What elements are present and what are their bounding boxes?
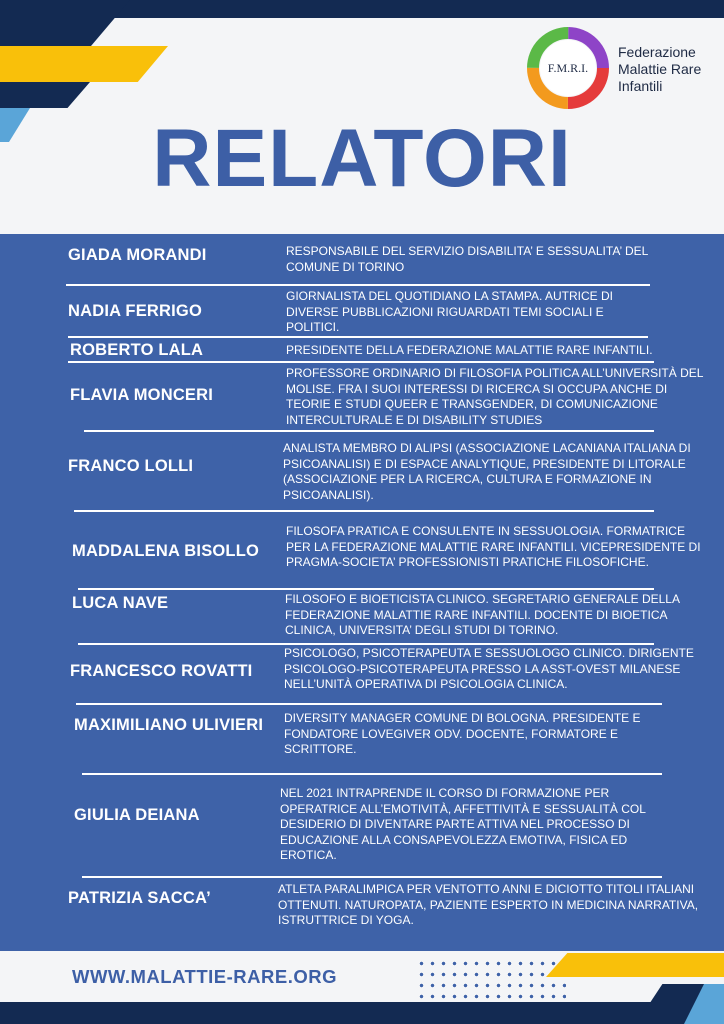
speaker-description: FILOSOFO E BIOETICISTA CLINICO. SEGRETARIO GENERALE DELLA FEDERAZIONE MALATTIE RARE INFANTILI. DOCENTE DI BIOETICA CLINICA, UNIVERSITA’ DEGLI STUDI DI TORINO.	[285, 592, 680, 637]
separator-line	[68, 361, 654, 363]
speaker-name: GIULIA DEIANA	[74, 806, 200, 824]
speaker-name: MADDALENA BISOLLO	[72, 542, 260, 560]
speaker-name: FRANCESCO ROVATTI	[70, 662, 253, 680]
logo-line-1: Federazione	[618, 44, 696, 60]
separator-line	[76, 703, 662, 705]
separator-line	[68, 336, 648, 338]
decor-navy-stripe-small	[0, 82, 90, 108]
decor-yellow-stripe	[0, 46, 168, 82]
speaker-name: FRANCO LOLLI	[68, 457, 194, 475]
speaker-description: PRESIDENTE DELLA FEDERAZIONE MALATTIE RARE INFANTILI.	[286, 343, 653, 357]
speaker-description: PROFESSORE ORDINARIO DI FILOSOFIA POLITICA ALL’UNIVERSITÀ DEL MOLISE. FRA I SUOI INTERESSI DI RICERCA SI OCCUPA ANCHE DI TEORIE E STUDI QUEER E TRANSGENDER, DI COMUNICAZIONE INTERCULTURALE E DI DISABILITY STUDIES	[286, 366, 703, 427]
speaker-name: PATRIZIA SACCA’	[68, 889, 211, 907]
logo-line-3: Infantili	[618, 78, 663, 94]
speaker-name: NADIA FERRIGO	[68, 302, 202, 320]
speaker-name: MAXIMILIANO ULIVIERI	[74, 716, 264, 734]
speaker-description: RESPONSABILE DEL SERVIZIO DISABILITA’ E SESSUALITA’ DEL COMUNE DI TORINO	[286, 244, 648, 274]
speaker-description: ANALISTA MEMBRO DI ALIPSI (ASSOCIAZIONE LACANIANA ITALIANA DI PSICOANALISI) E DI ESPACE ANALYTIQUE, PRESIDENTE DI LITORALE (ASSOCIAZIONE PER LA RICERCA, CULTURA E FORMAZIONE IN PSICOANALISI).	[283, 441, 691, 502]
speaker-description: PSICOLOGO, PSICOTERAPEUTA E SESSUOLOGO CLINICO. DIRIGENTE PSICOLOGO-PSICOTERAPEUTA PRESSO LA ASST-OVEST MILANESE NELL’UNITÀ OPERATIVA DI PSICOLOGIA CLINICA.	[284, 646, 694, 691]
speaker-name: LUCA NAVE	[72, 594, 169, 612]
logo-abbr: F.M.R.I.	[547, 61, 589, 75]
fmri-logo-icon	[526, 26, 610, 110]
separator-line	[66, 284, 650, 286]
speaker-name: GIADA MORANDI	[68, 246, 207, 264]
footer-navy-bar	[0, 1002, 724, 1024]
logo-line-2: Malattie Rare	[618, 61, 702, 77]
speaker-description: GIORNALISTA DEL QUOTIDIANO LA STAMPA. AUTRICE DI DIVERSE PUBBLICAZIONI RIGUARDATI TEMI SOCIALI E POLITICI.	[286, 289, 613, 334]
separator-line	[78, 643, 654, 645]
speaker-name: ROBERTO LALA	[70, 341, 204, 359]
speaker-name: FLAVIA MONCERI	[70, 386, 214, 404]
speaker-description: FILOSOFA PRATICA E CONSULENTE IN SESSUOLOGIA. FORMATRICE PER LA FEDERAZIONE MALATTIE RARE INFANTILI. VICEPRESIDENTE DI PRAGMA-SOCIETA’ PROFESSIONISTI PRATICHE FILOSOFICHE.	[286, 524, 701, 569]
footer-yellow-stripe	[546, 953, 724, 977]
page-title: RELATORI	[152, 113, 572, 204]
website-link[interactable]: WWW.MALATTIE-RARE.ORG	[72, 966, 338, 987]
separator-line	[82, 876, 662, 878]
separator-line	[74, 510, 654, 512]
separator-line	[84, 430, 654, 432]
separator-line	[82, 773, 662, 775]
separator-line	[78, 588, 654, 590]
speaker-description: DIVERSITY MANAGER COMUNE DI BOLOGNA. PRESIDENTE E FONDATORE LOVEGIVER ODV. DOCENTE, FORMATORE E SCRITTORE.	[284, 711, 641, 756]
decor-navy-stripe	[0, 0, 130, 46]
speaker-description: NEL 2021 INTRAPRENDE IL CORSO DI FORMAZIONE PER OPERATRICE ALL’EMOTIVITÀ, AFFETTIVITÀ E SESSUALITÀ COL DESIDERIO DI DIVENTARE PARTE ATTIVA NEL PROCESSO DI EDUCAZIONE ALLA CONSAPEVOLEZZA EMOTIVA, FISICA ED EROTICA.	[280, 786, 646, 862]
dot-pattern	[416, 958, 566, 1002]
logo-text	[618, 44, 701, 95]
speaker-description: ATLETA PARALIMPICA PER VENTOTTO ANNI E DICIOTTO TITOLI ITALIANI OTTENUTI. NATUROPATA, PAZIENTE ESPERTO IN MEDICINA NARRATIVA, ISTRUTTRICE DI YOGA.	[278, 882, 699, 927]
